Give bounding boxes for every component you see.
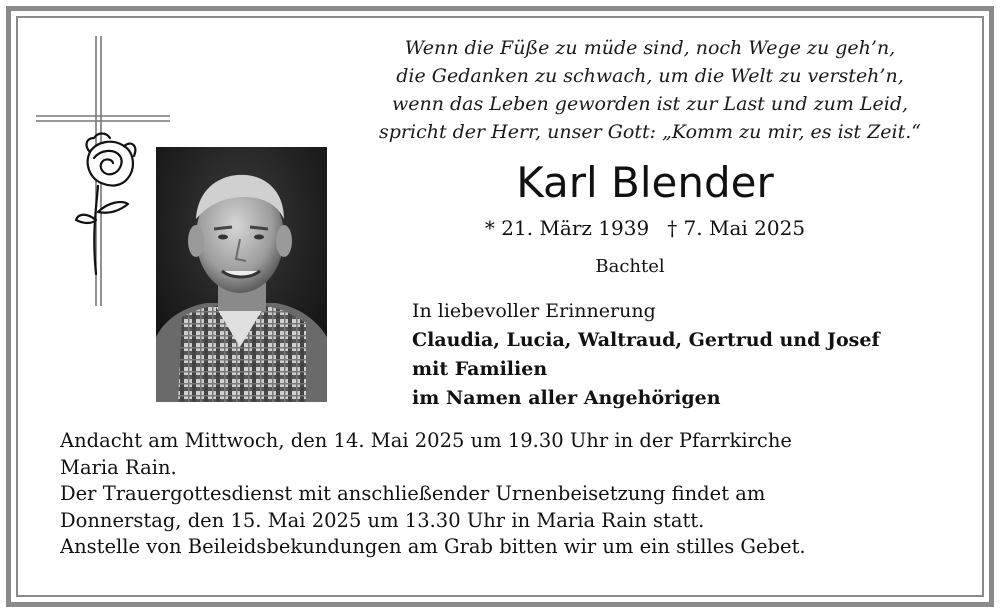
- deceased-name: Karl Blender: [516, 158, 774, 207]
- poem-line: spricht der Herr, unser Gott: „Komm zu mir, es ist Zeit.“: [379, 121, 921, 143]
- hometown: Bachtel: [595, 256, 665, 277]
- mourners-line: Claudia, Lucia, Waltraud, Gertrud und Josef: [412, 329, 880, 351]
- portrait-photo: [156, 147, 327, 402]
- cross-with-rose-icon: [34, 34, 174, 310]
- poem-line: die Gedanken zu schwach, um die Welt zu versteh’n,: [396, 65, 904, 87]
- notice-line: Der Trauergottesdienst mit anschließender Urnenbeisetzung findet am: [60, 482, 766, 505]
- mourners-line: im Namen aller Angehörigen: [412, 387, 721, 409]
- birth-date: * 21. März 1939: [484, 216, 650, 240]
- poem-line: Wenn die Füße zu müde sind, noch Wege zu geh’n,: [404, 37, 896, 59]
- notice-line: Maria Rain.: [60, 455, 177, 479]
- notice-line: Donnerstag, den 15. Mai 2025 um 13.30 Uhr in Maria Rain statt.: [60, 508, 705, 532]
- rose-icon: [76, 134, 135, 275]
- poem-line: wenn das Leben geworden ist zur Last und zum Leid,: [391, 93, 909, 115]
- mourners-block: [412, 297, 972, 413]
- life-dates: [440, 214, 850, 242]
- service-notice: [60, 428, 960, 561]
- remembrance-intro: In liebevoller Erinnerung: [412, 300, 656, 322]
- notice-line: Anstelle von Beileidsbekundungen am Grab bitten wir um ein stilles Gebet.: [60, 535, 806, 558]
- poem: [340, 34, 960, 146]
- notice-line: Andacht am Mittwoch, den 14. Mai 2025 um 19.30 Uhr in der Pfarrkirche: [60, 429, 792, 452]
- mourners-line: mit Familien: [412, 358, 548, 380]
- death-date: † 7. Mai 2025: [667, 216, 806, 240]
